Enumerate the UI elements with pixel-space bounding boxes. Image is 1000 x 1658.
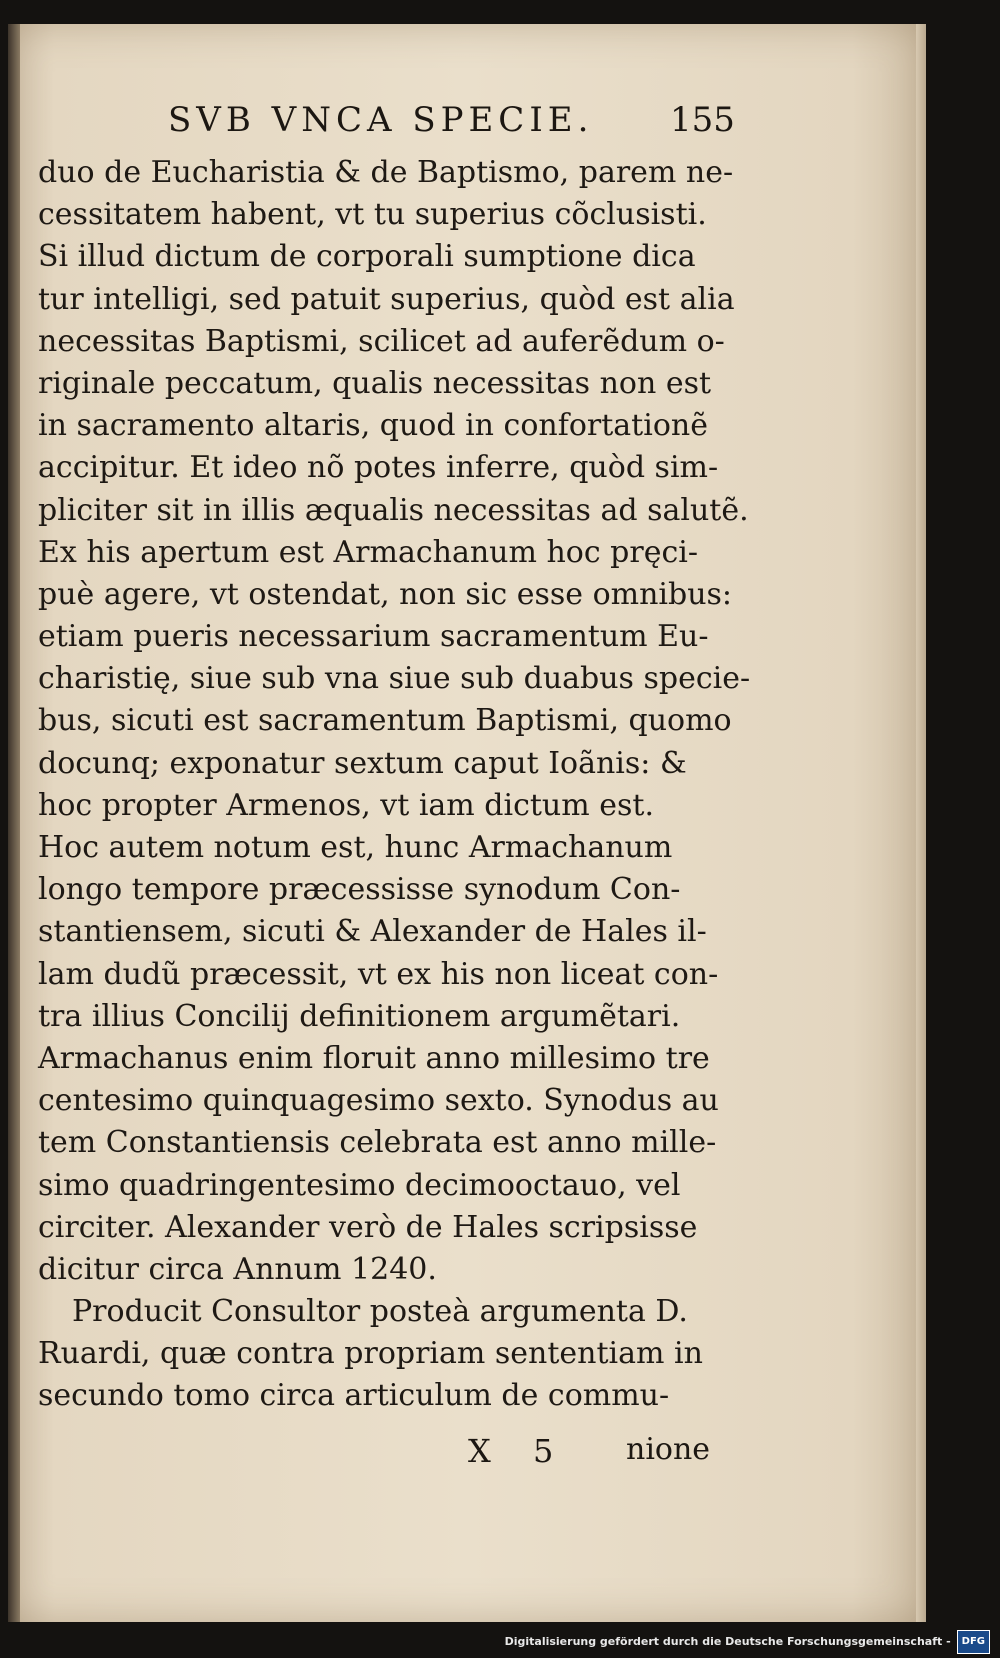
signature-mark: X 5 bbox=[468, 1432, 570, 1470]
text-line: Hoc autem notum est, hunc Armachanum bbox=[38, 830, 673, 865]
text-line: cessitatem habent, vt tu superius cõclusisti. bbox=[38, 197, 707, 233]
book-page bbox=[8, 24, 926, 1622]
digitization-credit bbox=[505, 1632, 990, 1652]
page-edge bbox=[916, 24, 926, 1622]
text-line: simo quadringentesimo decimooctauo, vel bbox=[38, 1167, 681, 1203]
page-footer bbox=[8, 1432, 926, 1480]
text-line: duo de Eucharistia & de Baptismo, parem ne- bbox=[38, 155, 734, 190]
text-line: longo tempore præcessisse synodum Con- bbox=[38, 872, 681, 908]
text-line: lam dudũ præcessit, vt ex his non liceat con- bbox=[38, 956, 719, 992]
text-line: docunq; exponatur sextum caput Ioãnis: & bbox=[38, 745, 687, 781]
text-line: Armachanus enim floruit anno millesimo tre bbox=[38, 1040, 710, 1076]
text-line: accipitur. Et ideo nõ potes inferre, quòd sim- bbox=[38, 450, 719, 486]
text-line: pliciter sit in illis æqualis necessitas ad salutẽ. bbox=[38, 492, 749, 528]
text-line: centesimo quinquagesimo sexto. Synodus au bbox=[38, 1083, 719, 1119]
text-line: charistię, siue sub vna siue sub duabus specie- bbox=[38, 661, 751, 697]
dfg-logo: DFG bbox=[957, 1630, 990, 1654]
text-line: circiter. Alexander verò de Hales scripsisse bbox=[38, 1209, 698, 1245]
text-line: etiam pueris necessarium sacramentum Eu- bbox=[38, 619, 709, 655]
text-line: riginale peccatum, qualis necessitas non est bbox=[38, 365, 712, 401]
text-line: Ex his apertum est Armachanum hoc pręci- bbox=[38, 534, 699, 570]
text-line: hoc propter Armenos, vt iam dictum est. bbox=[38, 787, 654, 823]
main-text bbox=[38, 152, 751, 1418]
text-line: dicitur circa Annum 1240. bbox=[38, 1251, 437, 1287]
text-line: Producit Consultor posteà argumenta D. bbox=[72, 1294, 688, 1330]
running-head: SVB VNCA SPECIE. bbox=[168, 100, 594, 140]
text-line: stantiensem, sicuti & Alexander de Hales il- bbox=[38, 914, 707, 950]
text-line: Ruardi, quæ contra propriam sententiam in bbox=[38, 1336, 703, 1372]
text-line: Si illud dictum de corporali sumptione dica bbox=[38, 239, 696, 275]
text-line: puè agere, vt ostendat, non sic esse omnibus: bbox=[38, 576, 733, 612]
text-line: in sacramento altaris, quod in confortationẽ bbox=[38, 408, 708, 444]
page-spine-shadow bbox=[8, 24, 20, 1622]
page-number: 155 bbox=[670, 100, 735, 140]
text-line: tra illius Concilij definitionem argumẽtari. bbox=[38, 998, 681, 1034]
text-line: secundo tomo circa articulum de commu- bbox=[38, 1378, 670, 1414]
text-line: tem Constantiensis celebrata est anno mille- bbox=[38, 1125, 717, 1161]
catchword: nione bbox=[626, 1432, 711, 1467]
text-line: bus, sicuti est sacramentum Baptismi, quomo bbox=[38, 703, 732, 739]
credit-text: Digitalisierung gefördert durch die Deutsche Forschungsgemeinschaft - bbox=[504, 1635, 951, 1648]
text-line: tur intelligi, sed patuit superius, quòd est alia bbox=[38, 281, 735, 317]
text-line: necessitas Baptismi, scilicet ad auferẽdum o- bbox=[38, 323, 725, 359]
